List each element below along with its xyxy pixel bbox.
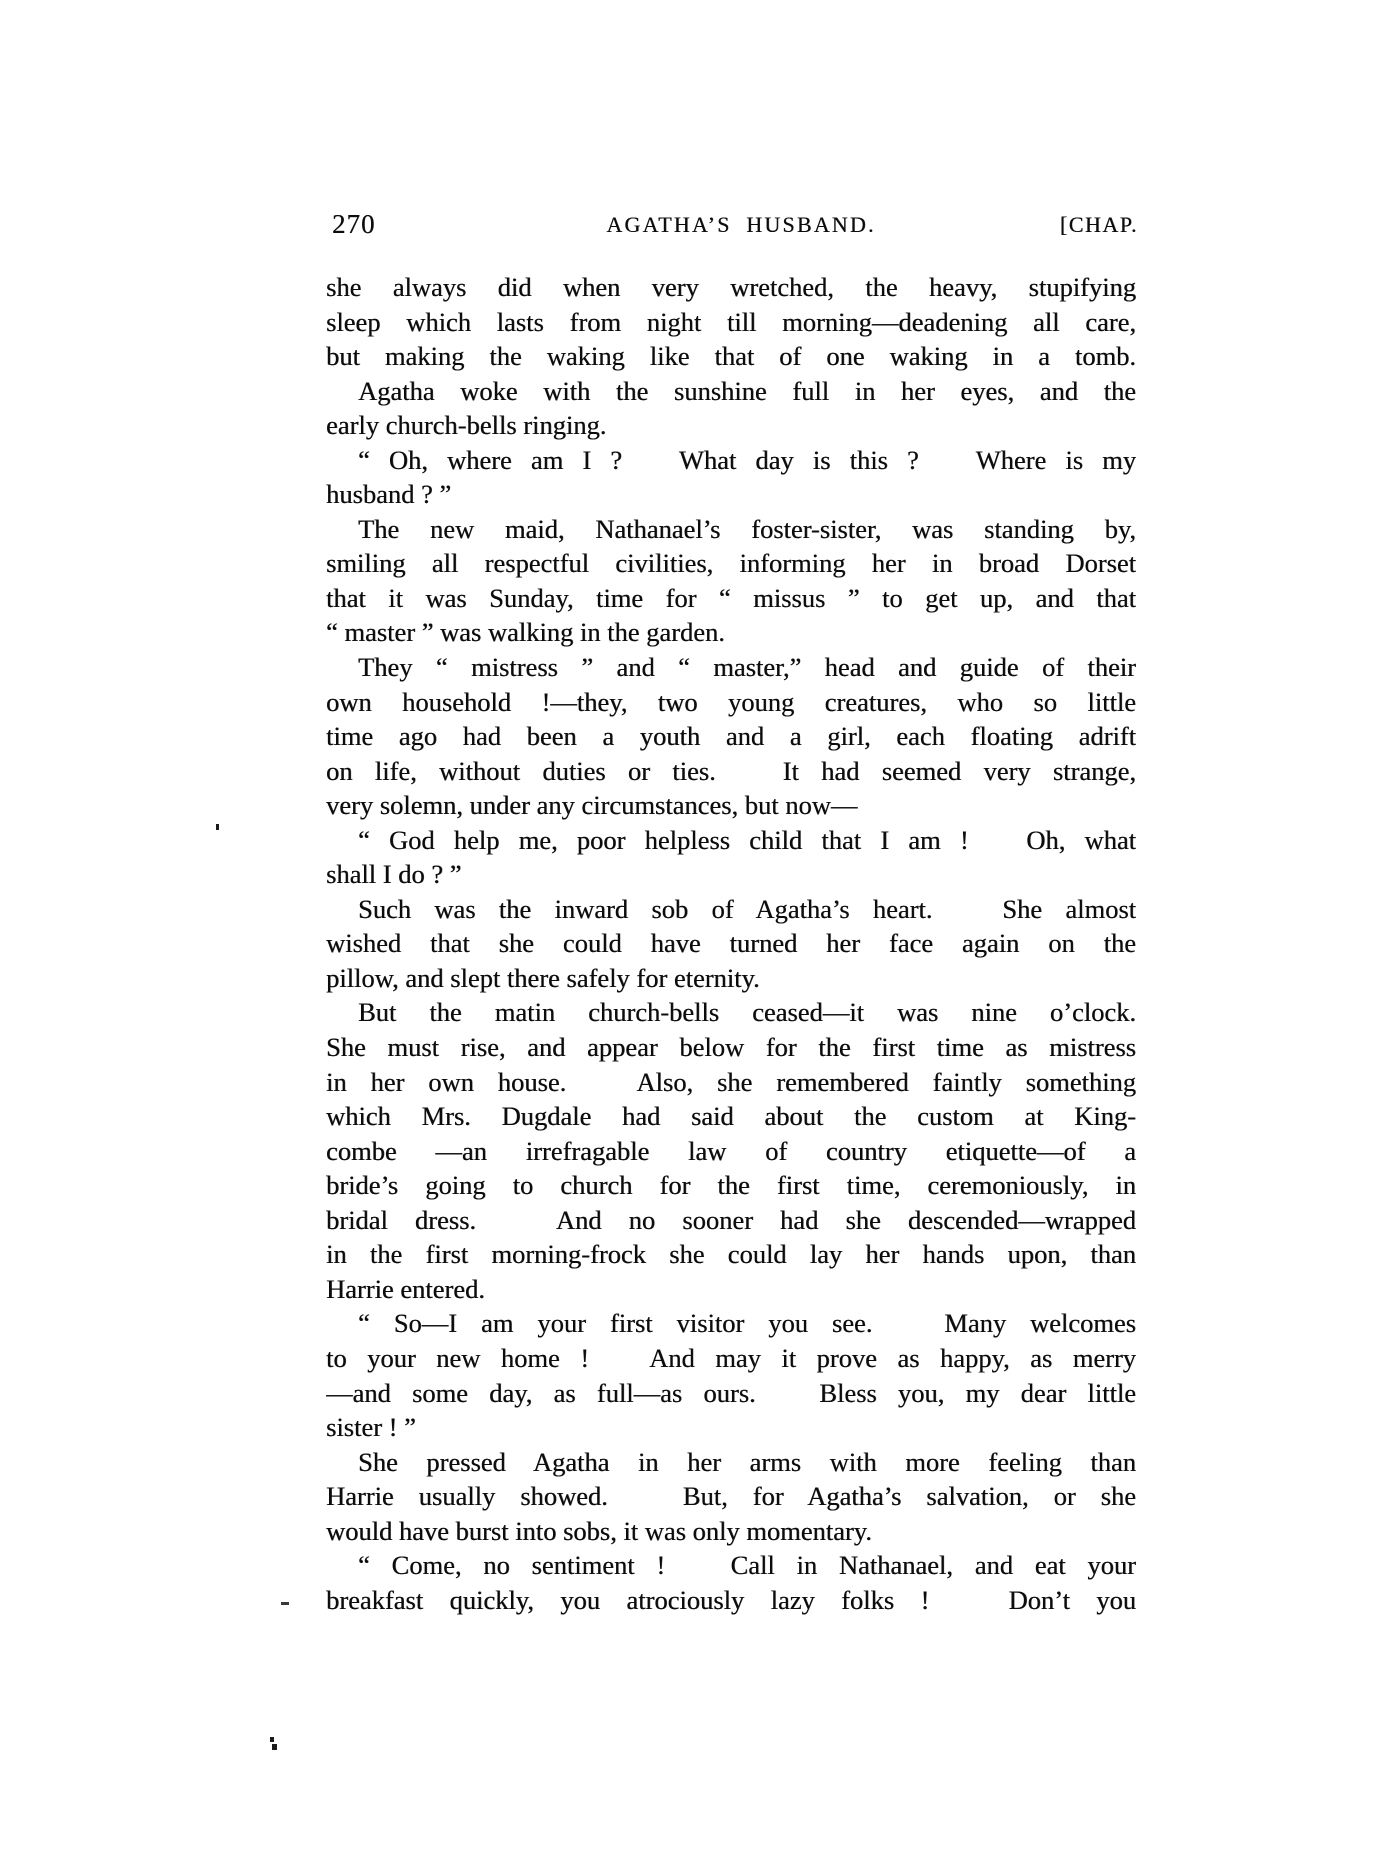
text-line: Such was the inward sob of Agatha’s heart. She almost bbox=[358, 893, 1136, 924]
chapter-mark: [CHAP. bbox=[1059, 212, 1138, 237]
text-line: She pressed Agatha in her arms with more feeling than bbox=[358, 1446, 1136, 1477]
ink-speck bbox=[272, 1744, 277, 1750]
running-header bbox=[326, 209, 1138, 245]
text-line: that it was Sunday, time for “ missus ” to get up, and that bbox=[326, 582, 1136, 613]
text-line: husband ? ” bbox=[326, 479, 452, 510]
text-line: own household !—they, two young creatures, who so little bbox=[326, 686, 1136, 717]
text-line: Agatha woke with the sunshine full in her eyes, and the bbox=[358, 375, 1136, 406]
text-line: She must rise, and appear below for the first time as mistress bbox=[326, 1032, 1136, 1063]
text-line: which Mrs. Dugdale had said about the custom at King- bbox=[326, 1101, 1136, 1132]
text-line: breakfast quickly, you atrociously lazy folks ! Don’t you bbox=[326, 1584, 1136, 1615]
text-line: very solemn, under any circumstances, but now— bbox=[326, 790, 858, 821]
text-line: But the matin church-bells ceased—it was nine o’clock. bbox=[358, 997, 1136, 1028]
text-line: sleep which lasts from night till morning—deadening all care, bbox=[326, 306, 1136, 337]
ink-speck bbox=[216, 824, 219, 830]
text-line: bridal dress. And no sooner had she descended—wrapped bbox=[326, 1204, 1136, 1235]
text-line: would have burst into sobs, it was only momentary. bbox=[326, 1515, 872, 1546]
text-line: “ Come, no sentiment ! Call in Nathanael, and eat your bbox=[358, 1550, 1136, 1581]
text-line: They “ mistress ” and “ master,” head and guide of their bbox=[358, 652, 1136, 683]
text-line: The new maid, Nathanael’s foster-sister, was standing by, bbox=[358, 513, 1136, 544]
text-line: to your new home ! And may it prove as happy, as merry bbox=[326, 1342, 1136, 1373]
text-line: on life, without duties or ties. It had seemed very strange, bbox=[326, 755, 1136, 786]
ink-speck bbox=[281, 1602, 289, 1605]
text-line: but making the waking like that of one waking in a tomb. bbox=[326, 341, 1136, 372]
text-line: “ So—I am your first visitor you see. Many welcomes bbox=[358, 1308, 1136, 1339]
ink-speck bbox=[270, 1737, 274, 1742]
text-line: she always did when very wretched, the heavy, stupifying bbox=[326, 272, 1136, 302]
text-line: combe —an irrefragable law of country etiquette—of a bbox=[326, 1135, 1136, 1166]
text-line: “ Oh, where am I ? What day is this ? Where is my bbox=[358, 444, 1136, 475]
text-line: in the first morning-frock she could lay her hands upon, than bbox=[326, 1239, 1136, 1270]
text-block bbox=[326, 270, 1136, 1617]
running-title: AGATHA’S HUSBAND. bbox=[606, 212, 876, 237]
text-line: wished that she could have turned her face again on the bbox=[326, 928, 1136, 959]
text-line: bride’s going to church for the first time, ceremoniously, in bbox=[326, 1170, 1136, 1201]
text-line: time ago had been a youth and a girl, each floating adrift bbox=[326, 721, 1136, 752]
text-line: pillow, and slept there safely for eternity. bbox=[326, 962, 760, 993]
text-line: Harrie usually showed. But, for Agatha’s salvation, or she bbox=[326, 1481, 1136, 1512]
text-line: in her own house. Also, she remembered faintly something bbox=[326, 1066, 1136, 1097]
text-line: Harrie entered. bbox=[326, 1273, 485, 1304]
text-line: smiling all respectful civilities, informing her in broad Dorset bbox=[326, 548, 1136, 579]
text-line: —and some day, as full—as ours. Bless you, my dear little bbox=[326, 1377, 1136, 1408]
text-line: sister ! ” bbox=[326, 1412, 416, 1443]
text-line: shall I do ? ” bbox=[326, 859, 462, 890]
text-line: “ God help me, poor helpless child that I am ! Oh, what bbox=[358, 824, 1136, 855]
text-line: “ master ” was walking in the garden. bbox=[326, 617, 725, 648]
text-line: early church-bells ringing. bbox=[326, 410, 607, 441]
page-number: 270 bbox=[332, 209, 376, 239]
